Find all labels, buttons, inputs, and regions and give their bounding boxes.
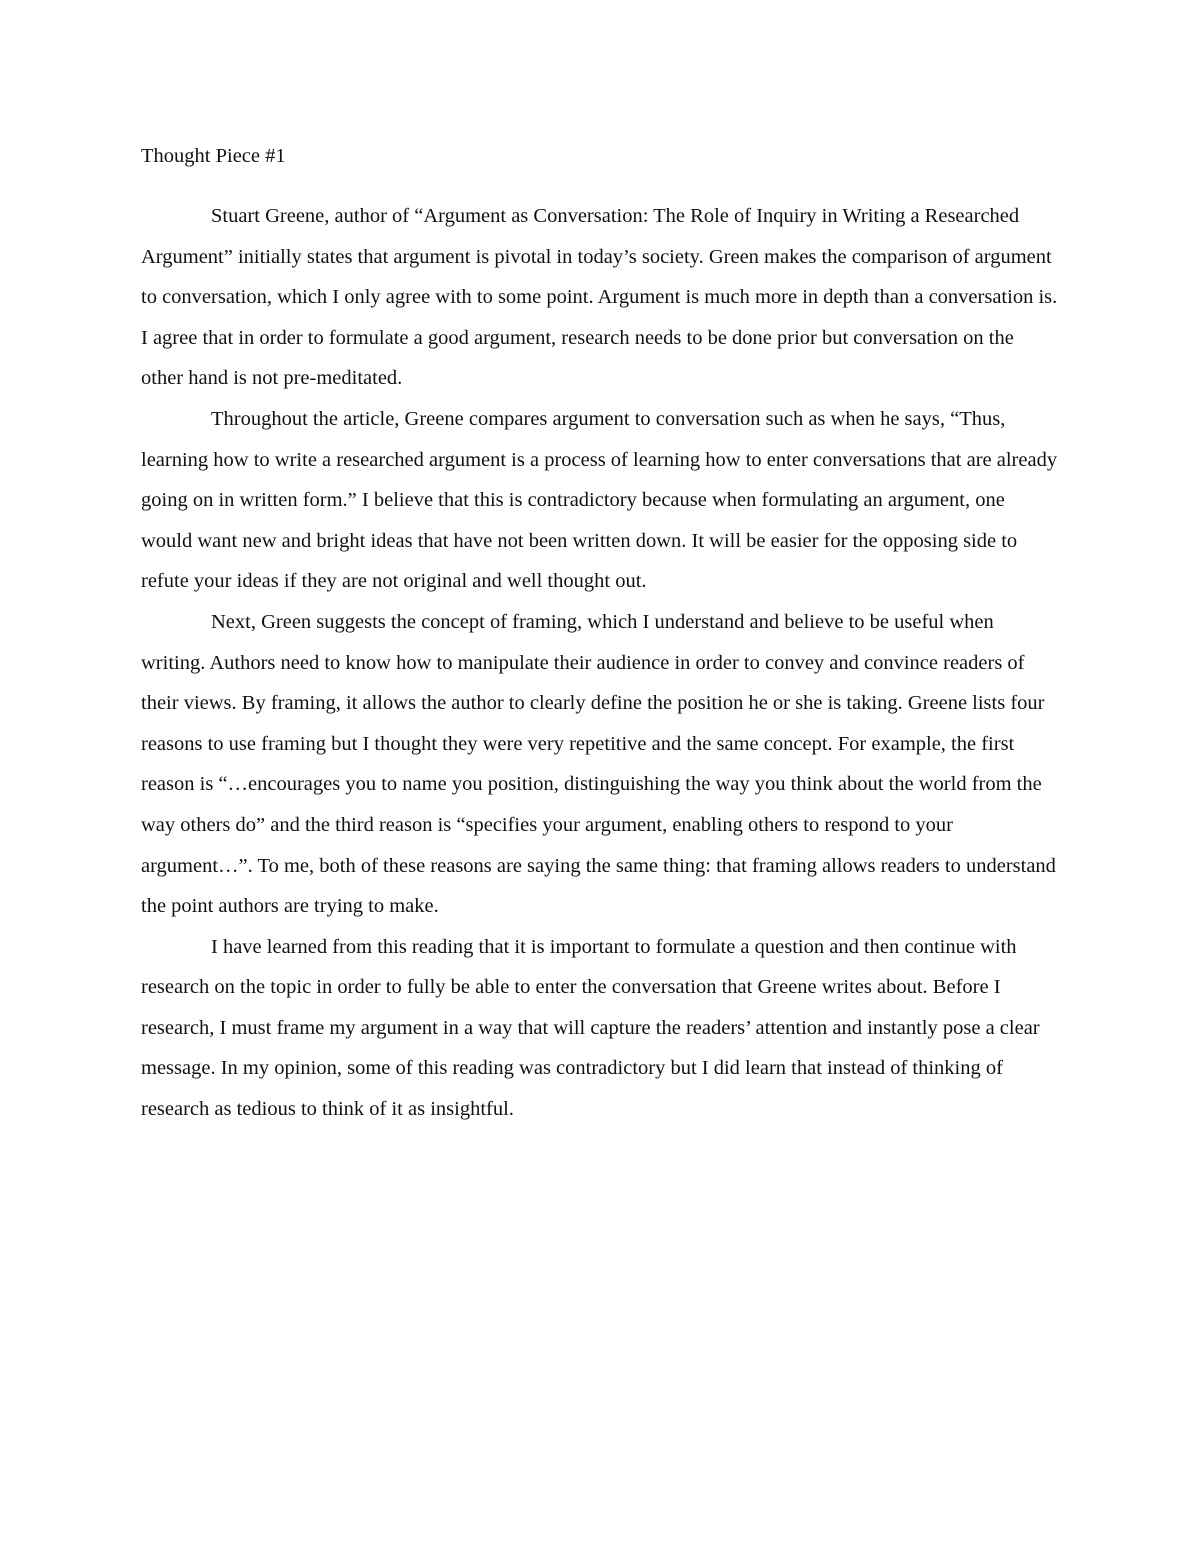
paragraph-1: Stuart Greene, author of “Argument as Conversation: The Role of Inquiry in Writing a Researched Argument” initially states that argument is pivotal in today’s society. Green makes the comparison of argument to conversation, which I only agree with to some point. Argument is much more in depth than a conversation is. I agree that in order to formulate a good argument, research needs to be done prior but conversation on the other hand is not pre-meditated. bbox=[141, 205, 1058, 390]
document-body bbox=[141, 141, 1061, 1130]
paragraph-4: I have learned from this reading that it is important to formulate a question and then continue with research on the topic in order to fully be able to enter the conversation that Greene writes about. Before I research, I must frame my argument in a way that will capture the readers’ attention and instantly pose a clear message. In my opinion, some of this reading was contradictory but I did learn that instead of thinking of research as tedious to think of it as insightful. bbox=[141, 935, 1040, 1121]
paragraph-2: Throughout the article, Greene compares argument to conversation such as when he says, “Thus, learning how to write a researched argument is a process of learning how to enter conversations that are already going on in written form.” I believe that this is contradictory because when formulating an argument, one would want new and bright ideas that have not been written down. It will be easier for the opposing side to refute your ideas if they are not original and well thought out. bbox=[141, 407, 1058, 593]
document-title: Thought Piece #1 bbox=[141, 145, 286, 167]
paragraph-3: Next, Green suggests the concept of framing, which I understand and believe to be useful when writing. Authors need to know how to manipulate their audience in order to convey and convince readers of their views. By framing, it allows the author to clearly define the position he or she is taking. Greene lists four reasons to use framing but I thought they were very repetitive and the same concept. For example, the first reason is “…encourages you to name you position, distinguishing the way you think about the world from the way others do” and the third reason is “specifies your argument, enabling others to respond to your argument…”. To me, both of these reasons are saying the same thing: that framing allows readers to understand the point authors are trying to make. bbox=[141, 610, 1056, 918]
